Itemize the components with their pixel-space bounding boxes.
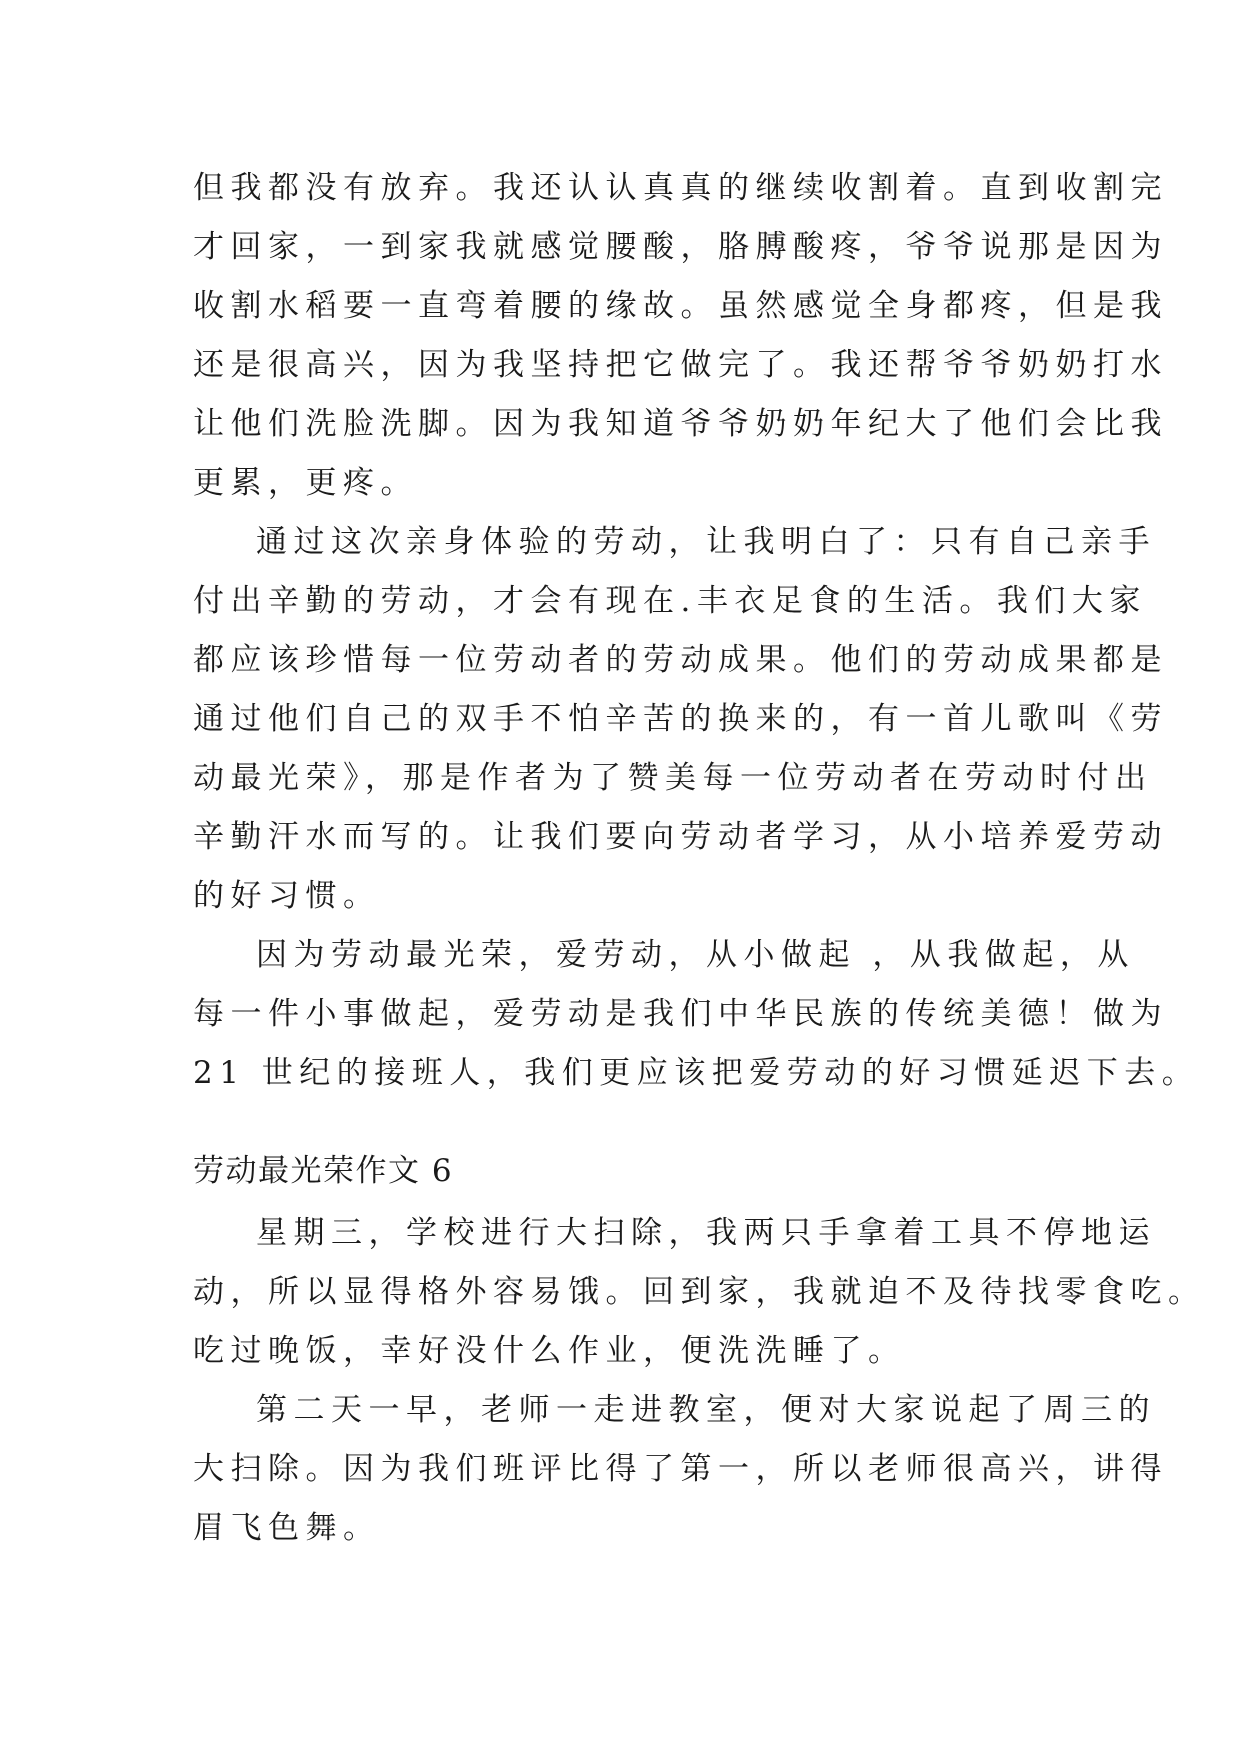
- text-line: 都应该珍惜每一位劳动者的劳动成果。他们的劳动成果都是: [193, 642, 1168, 678]
- text-line: 通过这次亲身体验的劳动，让我明白了：只有自己亲手: [256, 524, 1156, 560]
- text-line: 但我都没有放弃。我还认认真真的继续收割着。直到收割完: [193, 170, 1168, 206]
- text-line: 通过他们自己的双手不怕辛苦的换来的，有一首儿歌叫《劳: [193, 701, 1168, 737]
- text-line: 让他们洗脸洗脚。因为我知道爷爷奶奶年纪大了他们会比我: [193, 406, 1168, 442]
- section-title: 劳动最光荣作文 6: [193, 1153, 454, 1189]
- text-line: 大扫除。因为我们班评比得了第一，所以老师很高兴，讲得: [193, 1451, 1168, 1487]
- text-line: 收割水稻要一直弯着腰的缘故。虽然感觉全身都疼，但是我: [193, 288, 1168, 324]
- text-line: 更累，更疼。: [193, 465, 418, 501]
- text-line: 每一件小事做起，爱劳动是我们中华民族的传统美德！做为: [193, 996, 1168, 1032]
- text-line: 因为劳动最光荣，爱劳动，从小做起 ，从我做起，从: [256, 937, 1135, 973]
- text-line: 的好习惯。: [193, 878, 381, 914]
- text-line: 吃过晚饭，幸好没什么作业，便洗洗睡了。: [193, 1333, 906, 1369]
- text-line: 动最光荣》，那是作者为了赞美每一位劳动者在劳动时付出: [193, 760, 1153, 796]
- text-line: 才回家，一到家我就感觉腰酸，胳膊酸疼，爷爷说那是因为: [193, 229, 1168, 265]
- text-line: 还是很高兴，因为我坚持把它做完了。我还帮爷爷奶奶打水: [193, 347, 1168, 383]
- text-line: 第二天一早，老师一走进教室，便对大家说起了周三的: [256, 1392, 1156, 1428]
- text-line: 辛勤汗水而写的。让我们要向劳动者学习，从小培养爱劳动: [193, 819, 1168, 855]
- text-line: 21 世纪的接班人，我们更应该把爱劳动的好习惯延迟下去。: [193, 1055, 1200, 1091]
- text-line: 动，所以显得格外容易饿。回到家，我就迫不及待找零食吃。: [193, 1274, 1206, 1310]
- text-line: 星期三，学校进行大扫除，我两只手拿着工具不停地运: [256, 1215, 1156, 1251]
- text-line: 付出辛勤的劳动，才会有现在.丰衣足食的生活。我们大家: [193, 583, 1147, 619]
- text-line: 眉飞色舞。: [193, 1510, 381, 1546]
